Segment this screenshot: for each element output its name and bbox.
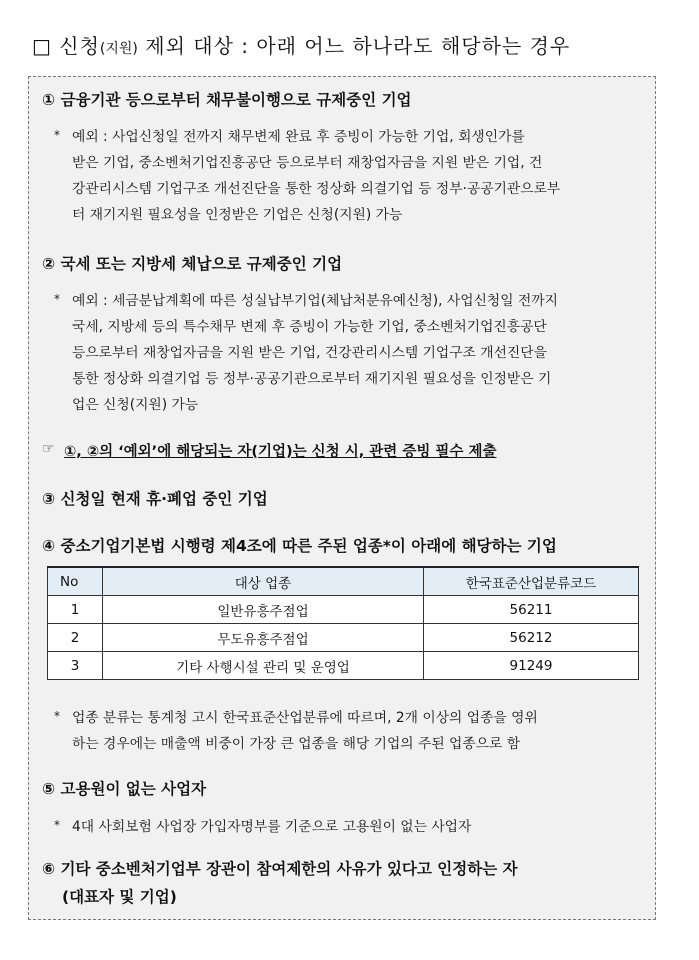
column-header-no: No (48, 567, 103, 596)
exception-evidence-notice: ①, ②의 ‘예외’에 해당되는 자(기업)는 신청 시, 관련 증빙 필수 제출 (64, 444, 497, 460)
row-industry: 기타 사행시설 관리 및 운영업 (103, 652, 424, 680)
row-code: 56211 (424, 596, 639, 624)
title-paren: (지원) (99, 41, 138, 57)
table-row (48, 624, 639, 652)
section-6-heading: ⑥ 기타 중소벤처기업부 장관이 참여제한의 사유가 있다고 인정하는 자 (42, 860, 518, 878)
row-code: 91249 (424, 652, 639, 680)
row-no: 2 (48, 624, 103, 652)
section-1-note-line: 받은 기업, 중소벤처기업진흥공단 등으로부터 재창업자금을 지원 받은 기업, 건 (72, 155, 543, 171)
section-4-note-star: * (54, 709, 60, 723)
row-industry: 일반유흥주점업 (103, 596, 424, 624)
section-1-note-line: 강관리시스템 기업구조 개선진단을 통한 정상화 의결기업 등 정부·공공기관으로부 (72, 181, 561, 197)
section-5-note-line: 4대 사회보험 사업장 가입자명부를 기준으로 고용원이 없는 사업자 (72, 819, 472, 835)
title-prefix: □ 신청 (32, 34, 100, 58)
title-rest: 제외 대상 : 아래 어느 하나라도 해당하는 경우 (137, 34, 571, 58)
section-5-heading: ⑤ 고용원이 없는 사업자 (42, 780, 207, 798)
section-6-heading-continued: (대표자 및 기업) (62, 888, 177, 906)
section-2-note-line: 국세, 지방세 등의 특수채무 변제 후 증빙이 가능한 기업, 중소벤처기업진흥공단 (72, 319, 547, 335)
section-4-heading: ④ 중소기업기본법 시행령 제4조에 따른 주된 업종*이 아래에 해당하는 기업 (42, 537, 557, 555)
section-1-note-line: 터 재기지원 필요성을 인정받은 기업은 신청(지원) 가능 (72, 207, 403, 223)
pointing-hand-icon: ☞ (42, 441, 55, 457)
row-no: 3 (48, 652, 103, 680)
column-header-code: 한국표준산업분류코드 (424, 567, 639, 596)
section-1-heading: ① 금융기관 등으로부터 채무불이행으로 규제중인 기업 (42, 91, 412, 109)
section-2-note-line: 통한 정상화 의결기업 등 정부·공공기관으로부터 재기지원 필요성을 인정받은 기 (72, 371, 552, 387)
row-industry: 무도유흥주점업 (103, 624, 424, 652)
section-1-note-line: 예외 : 사업신청일 전까지 채무변제 완료 후 증빙이 가능한 기업, 회생인가를 (72, 129, 525, 145)
section-2-heading: ② 국세 또는 지방세 체납으로 규제중인 기업 (42, 255, 343, 273)
section-2-note-star: * (54, 292, 60, 306)
table-row (48, 652, 639, 680)
section-2-note-line: 등으로부터 재창업자금을 지원 받은 기업, 건강관리시스템 기업구조 개선진단을 (72, 345, 547, 361)
section-3-heading: ③ 신청일 현재 휴·폐업 중인 기업 (42, 490, 268, 508)
row-no: 1 (48, 596, 103, 624)
section-4-note-line: 업종 분류는 통계청 고시 한국표준산업분류에 따르며, 2개 이상의 업종을 영위 (72, 710, 538, 726)
section-2-note-line: 업은 신청(지원) 가능 (72, 397, 199, 413)
section-2-note-line: 예외 : 세금분납계획에 따른 성실납부기업(체납처분유예신청), 사업신청일 전까지 (72, 293, 558, 309)
section-5-note-star: * (54, 818, 60, 832)
section-4-note-line: 하는 경우에는 매출액 비중이 가장 큰 업종을 해당 기업의 주된 업종으로 함 (72, 736, 521, 752)
column-header-industry: 대상 업종 (103, 567, 424, 596)
row-code: 56212 (424, 624, 639, 652)
industry-code-table (47, 566, 639, 680)
section-1-note-star: * (54, 128, 60, 142)
page-title (32, 30, 682, 59)
table-row (48, 596, 639, 624)
table-header-row (48, 567, 639, 596)
